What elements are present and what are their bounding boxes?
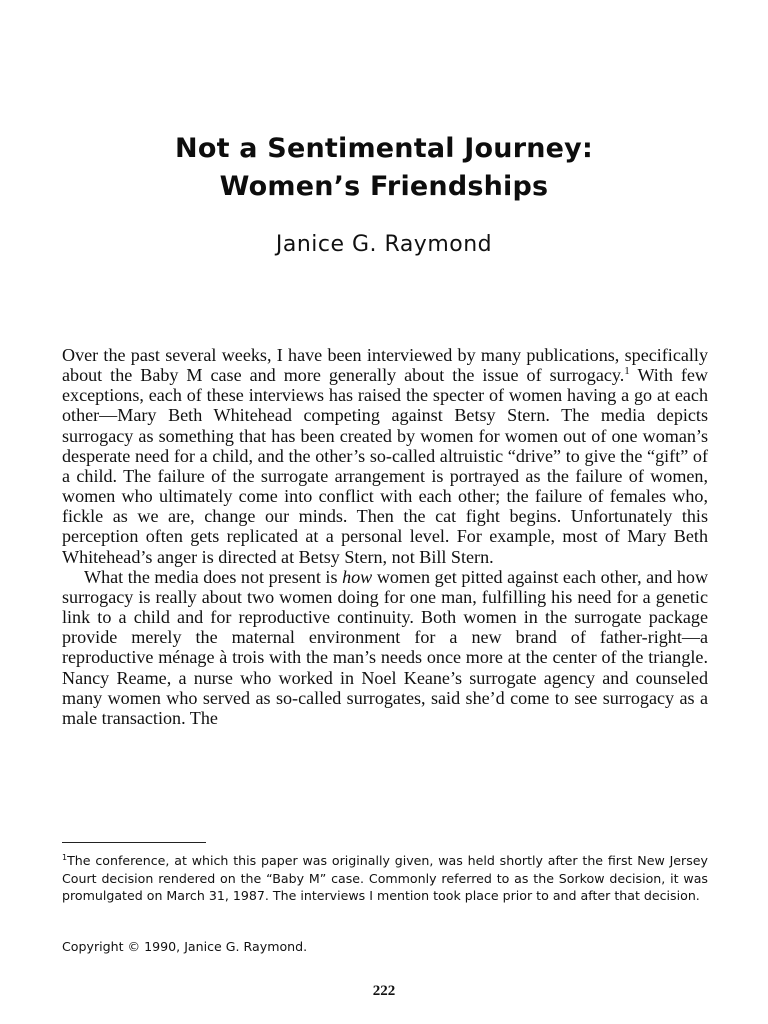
body-paragraph-1 xyxy=(62,345,708,567)
article-body xyxy=(62,345,708,728)
paragraph-1-text-end: With few exceptions, each of these interviews has raised the specter of women having a go at each other—Mary Beth Whitehead competing against Betsy Stern. The media depicts surrogacy as something that has been created by women for women out of one woman’s desperate need for a child, and the other’s so-called altruistic “drive” to give the “gift” of a child. The failure of the surrogate arrangement is portrayed as the failure of women, women who ultimately come into conflict with each other; the failure of females who, fickle as we are, change our minds. Then the cat fight begins. Unfortunately this perception often gets replicated at a personal level. For example, most of Mary Beth Whitehead’s anger is directed at Betsy Stern, not Bill Stern. xyxy=(62,365,708,567)
footnote-reference-marker: 1 xyxy=(624,365,630,378)
page-number: 222 xyxy=(372,983,396,999)
footnote-text: The conference, at which this paper was originally given, was held shortly after the first New Jersey Court decision rendered on the “Baby M” case. Commonly referred to as the Sorkow decision, it was promulgated on March 31, 1987. The interviews I mention took place prior to and after that decision. xyxy=(62,853,708,903)
copyright-notice: Copyright © 1990, Janice G. Raymond. xyxy=(62,939,308,954)
paragraph-2-text-end: women get pitted against each other, and how surrogacy is really about two women doing for one man, fulfilling his need for a genetic link to a child and for reproductive continuity. Both women in the surrogate package provide merely the maternal environment for a new brand of father-right—a reproductive ménage à trois with the man’s needs once more at the center of the triangle. Nancy Reame, a nurse who worked in Noel Keane’s surrogate agency and counseled many women who served as so-called surrogates, said she’d come to see surrogacy as a male transaction. The xyxy=(62,566,709,728)
article-author: Janice G. Raymond xyxy=(275,232,493,257)
footnote-paragraph xyxy=(62,852,708,905)
footnote xyxy=(62,852,708,905)
footnote-divider xyxy=(62,842,206,843)
footnote-marker: 1 xyxy=(62,853,68,862)
paragraph-2-emphasis: how xyxy=(342,566,373,587)
paragraph-2-text-start: What the media does not present is xyxy=(84,566,343,587)
body-paragraph-2 xyxy=(62,567,708,728)
paragraph-1-text-start: Over the past several weeks, I have been interviewed by many publications, specifically about the Baby M case and more generally about the issue of surrogacy. xyxy=(62,345,708,386)
article-title-line-1: Not a Sentimental Journey: xyxy=(175,133,593,164)
article-title-line-2: Women’s Friendships xyxy=(219,171,549,202)
